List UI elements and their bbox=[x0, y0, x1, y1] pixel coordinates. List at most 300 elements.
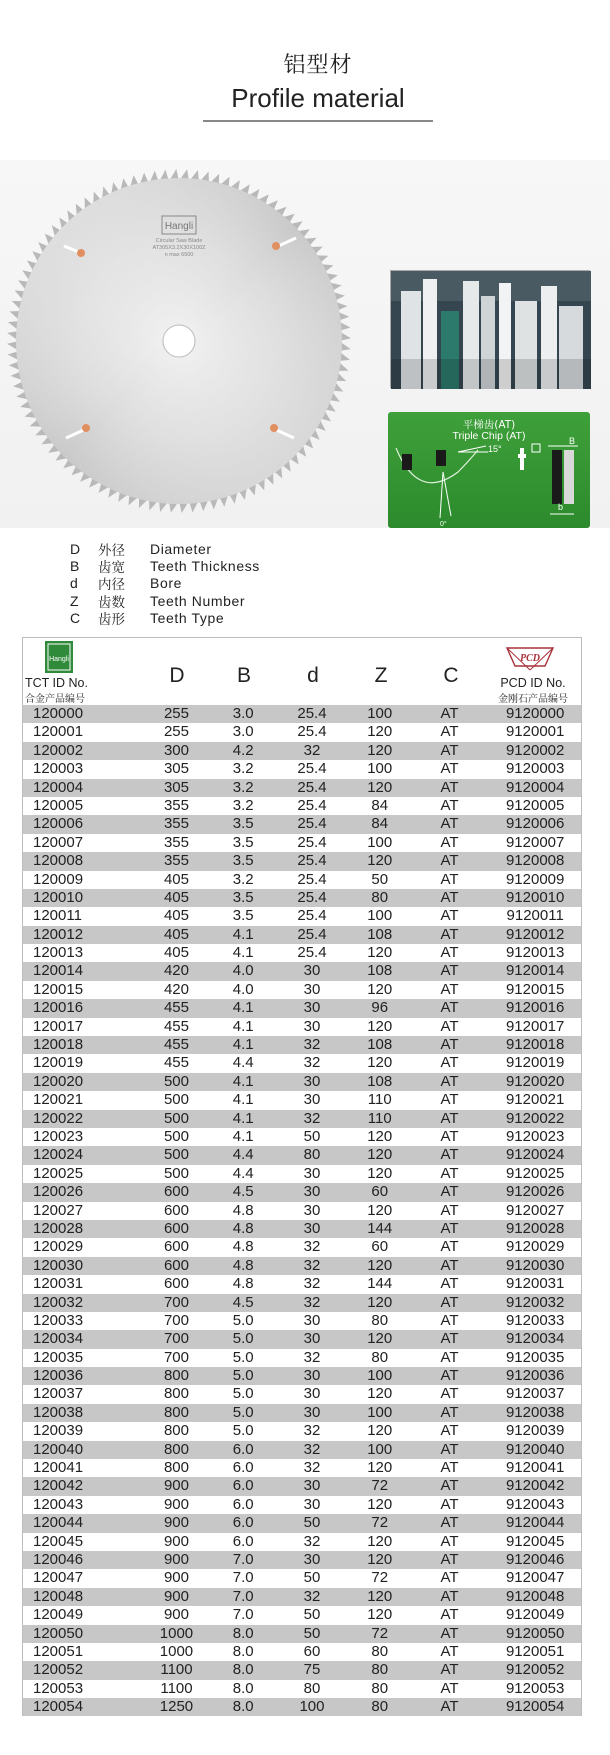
cell-bore: 30 bbox=[303, 1385, 321, 1403]
legend-en: Bore bbox=[150, 575, 182, 592]
cell-bore: 32 bbox=[303, 1109, 321, 1127]
cell-diameter: 500 bbox=[163, 1164, 189, 1182]
cell-teeth-number: 120 bbox=[367, 1587, 393, 1605]
cell-teeth-type: AT bbox=[440, 1238, 459, 1256]
cell-diameter: 800 bbox=[163, 1440, 189, 1458]
cell-thickness: 8.0 bbox=[232, 1661, 254, 1679]
cell-thickness: 4.1 bbox=[232, 1109, 254, 1127]
cell-thickness: 4.8 bbox=[232, 1219, 254, 1237]
cell-thickness: 6.0 bbox=[232, 1514, 254, 1532]
cell-bore: 32 bbox=[303, 1459, 321, 1477]
cell-diameter: 900 bbox=[163, 1569, 189, 1587]
table-row bbox=[23, 1551, 581, 1569]
cell-bore: 100 bbox=[299, 1698, 325, 1716]
cell-pcd-id: 9120031 bbox=[505, 1275, 565, 1293]
cell-teeth-number: 120 bbox=[367, 1146, 393, 1164]
cell-pcd-id: 9120002 bbox=[505, 741, 565, 759]
cell-thickness: 3.0 bbox=[232, 705, 254, 722]
cell-bore: 25.4 bbox=[297, 907, 327, 925]
cell-teeth-number: 60 bbox=[371, 1238, 389, 1256]
cell-teeth-number: 120 bbox=[367, 1495, 393, 1513]
cell-tct-id: 120003 bbox=[33, 760, 84, 778]
tooth-width-lower-label: b bbox=[558, 502, 564, 512]
legend-symbol: C bbox=[70, 610, 81, 627]
saw-blade-image bbox=[4, 166, 354, 516]
cell-tct-id: 120040 bbox=[33, 1440, 84, 1458]
cell-teeth-type: AT bbox=[440, 1514, 459, 1532]
cell-bore: 30 bbox=[303, 1403, 321, 1421]
cell-thickness: 5.0 bbox=[232, 1330, 254, 1348]
cell-diameter: 800 bbox=[163, 1385, 189, 1403]
tooth-type-card bbox=[388, 412, 590, 528]
cell-pcd-id: 9120037 bbox=[505, 1385, 565, 1403]
cell-thickness: 4.8 bbox=[232, 1256, 254, 1274]
table-row bbox=[23, 1625, 581, 1643]
cell-tct-id: 120053 bbox=[33, 1679, 84, 1697]
cell-bore: 30 bbox=[303, 1017, 321, 1035]
cell-bore: 30 bbox=[303, 1477, 321, 1495]
table-header bbox=[22, 637, 582, 705]
table-row bbox=[23, 1128, 581, 1146]
cell-teeth-number: 96 bbox=[371, 999, 389, 1017]
cell-teeth-number: 120 bbox=[367, 778, 393, 796]
legend-cn: 外径 bbox=[98, 542, 125, 559]
cell-pcd-id: 9120045 bbox=[505, 1532, 565, 1550]
cell-bore: 80 bbox=[303, 1146, 321, 1164]
cell-tct-id: 120049 bbox=[33, 1606, 84, 1624]
table-row bbox=[23, 1477, 581, 1495]
cell-pcd-id: 9120042 bbox=[505, 1477, 565, 1495]
cell-bore: 60 bbox=[303, 1642, 321, 1660]
cell-diameter: 600 bbox=[163, 1219, 189, 1237]
cell-bore: 32 bbox=[303, 1293, 321, 1311]
profile-photo bbox=[390, 270, 590, 388]
cell-bore: 25.4 bbox=[297, 852, 327, 870]
cell-pcd-id: 9120010 bbox=[505, 888, 565, 906]
cell-bore: 30 bbox=[303, 1091, 321, 1109]
cell-thickness: 4.1 bbox=[232, 1072, 254, 1090]
cell-teeth-number: 80 bbox=[371, 888, 389, 906]
cell-pcd-id: 9120004 bbox=[505, 778, 565, 796]
cell-pcd-id: 9120008 bbox=[505, 852, 565, 870]
cell-teeth-type: AT bbox=[440, 796, 459, 814]
cell-teeth-number: 80 bbox=[371, 1661, 389, 1679]
cell-thickness: 3.2 bbox=[232, 870, 254, 888]
table-row bbox=[23, 1312, 581, 1330]
cell-bore: 30 bbox=[303, 1183, 321, 1201]
cell-tct-id: 120050 bbox=[33, 1624, 84, 1642]
cell-pcd-id: 9120047 bbox=[505, 1569, 565, 1587]
cell-diameter: 900 bbox=[163, 1532, 189, 1550]
cell-teeth-number: 80 bbox=[371, 1311, 389, 1329]
cell-teeth-number: 108 bbox=[367, 1036, 393, 1054]
table-row bbox=[23, 1441, 581, 1459]
cell-diameter: 1000 bbox=[159, 1624, 194, 1642]
table-row bbox=[23, 1091, 581, 1109]
table-row bbox=[23, 1275, 581, 1293]
cell-teeth-number: 120 bbox=[367, 1293, 393, 1311]
cell-teeth-number: 100 bbox=[367, 705, 393, 722]
cell-diameter: 600 bbox=[163, 1201, 189, 1219]
cell-teeth-type: AT bbox=[440, 1624, 459, 1642]
legend-cn: 齿宽 bbox=[98, 560, 125, 577]
cell-bore: 30 bbox=[303, 1201, 321, 1219]
table-row bbox=[23, 1238, 581, 1256]
cell-pcd-id: 9120020 bbox=[505, 1072, 565, 1090]
cell-pcd-id: 9120043 bbox=[505, 1495, 565, 1513]
cell-thickness: 5.0 bbox=[232, 1367, 254, 1385]
legend-cn: 内径 bbox=[98, 577, 125, 594]
cell-tct-id: 120023 bbox=[33, 1127, 84, 1145]
page-title-cn: 铝型材 bbox=[283, 53, 353, 78]
cell-tct-id: 120044 bbox=[33, 1514, 84, 1532]
cell-diameter: 500 bbox=[163, 1127, 189, 1145]
cell-pcd-id: 9120014 bbox=[505, 962, 565, 980]
cell-teeth-type: AT bbox=[440, 1017, 459, 1035]
cell-teeth-number: 120 bbox=[367, 1127, 393, 1145]
cell-teeth-type: AT bbox=[440, 1091, 459, 1109]
cell-tct-id: 120029 bbox=[33, 1238, 84, 1256]
cell-teeth-number: 72 bbox=[371, 1514, 389, 1532]
cell-tct-id: 120046 bbox=[33, 1550, 84, 1568]
cell-diameter: 355 bbox=[163, 833, 189, 851]
cell-thickness: 3.5 bbox=[232, 852, 254, 870]
table-row bbox=[23, 797, 581, 815]
cell-tct-id: 120030 bbox=[33, 1256, 84, 1274]
cell-thickness: 6.0 bbox=[232, 1440, 254, 1458]
column-header-B: B bbox=[236, 664, 251, 687]
cell-teeth-type: AT bbox=[440, 1606, 459, 1624]
cell-teeth-type: AT bbox=[440, 1127, 459, 1145]
cell-bore: 32 bbox=[303, 1054, 321, 1072]
cell-teeth-number: 120 bbox=[367, 1330, 393, 1348]
legend-en: Teeth Thickness bbox=[150, 558, 260, 575]
cell-bore: 30 bbox=[303, 980, 321, 998]
cell-teeth-number: 120 bbox=[367, 980, 393, 998]
cell-pcd-id: 9120051 bbox=[505, 1642, 565, 1660]
cell-teeth-number: 110 bbox=[367, 1109, 392, 1127]
cell-diameter: 500 bbox=[163, 1072, 189, 1090]
cell-bore: 30 bbox=[303, 1367, 321, 1385]
cell-tct-id: 120017 bbox=[33, 1017, 84, 1035]
cell-diameter: 800 bbox=[163, 1459, 189, 1477]
cell-thickness: 4.4 bbox=[232, 1054, 254, 1072]
cell-pcd-id: 9120040 bbox=[505, 1440, 565, 1458]
legend-en: Teeth Number bbox=[150, 592, 246, 609]
cell-bore: 30 bbox=[303, 1219, 321, 1237]
cell-bore: 80 bbox=[303, 1679, 321, 1697]
cell-teeth-type: AT bbox=[440, 1679, 459, 1697]
cell-thickness: 4.1 bbox=[232, 1091, 254, 1109]
cell-teeth-number: 100 bbox=[367, 1403, 393, 1421]
cell-diameter: 1100 bbox=[160, 1661, 193, 1679]
cell-diameter: 355 bbox=[163, 852, 189, 870]
cell-diameter: 500 bbox=[163, 1109, 189, 1127]
cell-diameter: 900 bbox=[163, 1550, 189, 1568]
cell-thickness: 4.8 bbox=[232, 1238, 254, 1256]
cell-teeth-type: AT bbox=[440, 962, 459, 980]
cell-thickness: 7.0 bbox=[232, 1606, 254, 1624]
cell-thickness: 4.4 bbox=[232, 1146, 254, 1164]
cell-tct-id: 120012 bbox=[33, 925, 84, 943]
cell-thickness: 8.0 bbox=[232, 1624, 254, 1642]
legend-symbol: D bbox=[70, 540, 81, 557]
legend-symbol: B bbox=[70, 558, 80, 575]
cell-tct-id: 120032 bbox=[33, 1293, 84, 1311]
table-row bbox=[23, 944, 581, 962]
pcd-brand-logo-icon bbox=[501, 642, 559, 672]
cell-diameter: 600 bbox=[163, 1238, 189, 1256]
cell-bore: 50 bbox=[303, 1569, 321, 1587]
cell-teeth-type: AT bbox=[440, 723, 459, 741]
cell-diameter: 255 bbox=[163, 705, 189, 722]
cell-teeth-type: AT bbox=[440, 1275, 459, 1293]
cell-bore: 32 bbox=[303, 1440, 321, 1458]
cell-thickness: 4.4 bbox=[232, 1164, 254, 1182]
cell-teeth-type: AT bbox=[440, 1164, 459, 1182]
cell-diameter: 455 bbox=[163, 1017, 189, 1035]
cell-teeth-number: 108 bbox=[367, 962, 393, 980]
cell-tct-id: 120007 bbox=[33, 833, 84, 851]
table-row bbox=[23, 852, 581, 870]
cell-pcd-id: 9120041 bbox=[505, 1459, 565, 1477]
cell-diameter: 500 bbox=[163, 1146, 189, 1164]
cell-diameter: 600 bbox=[163, 1256, 189, 1274]
cell-tct-id: 120034 bbox=[33, 1330, 84, 1348]
table-row bbox=[23, 1422, 581, 1440]
cell-bore: 25.4 bbox=[297, 705, 327, 722]
cell-teeth-number: 120 bbox=[367, 1422, 393, 1440]
cell-thickness: 4.5 bbox=[232, 1293, 254, 1311]
cell-tct-id: 120009 bbox=[33, 870, 84, 888]
cell-pcd-id: 9120027 bbox=[505, 1201, 565, 1219]
cell-pcd-id: 9120046 bbox=[505, 1550, 565, 1568]
page-title-en: Profile material bbox=[231, 83, 405, 113]
cell-thickness: 5.0 bbox=[232, 1385, 254, 1403]
cell-teeth-number: 60 bbox=[371, 1183, 389, 1201]
table-row bbox=[23, 1404, 581, 1422]
cell-teeth-number: 144 bbox=[367, 1275, 393, 1293]
cell-bore: 25.4 bbox=[297, 760, 327, 778]
cell-teeth-number: 110 bbox=[367, 1091, 392, 1109]
cell-bore: 30 bbox=[303, 1550, 321, 1568]
arbor-bore bbox=[163, 325, 195, 357]
legend-symbol: d bbox=[70, 575, 78, 592]
cell-teeth-type: AT bbox=[440, 1293, 459, 1311]
copper-rivet bbox=[82, 424, 90, 432]
cell-diameter: 405 bbox=[163, 944, 189, 962]
table-row bbox=[23, 1514, 581, 1532]
table-row bbox=[23, 1459, 581, 1477]
cell-pcd-id: 9120030 bbox=[505, 1256, 565, 1274]
cell-bore: 30 bbox=[303, 962, 321, 980]
cell-teeth-type: AT bbox=[440, 815, 459, 833]
cell-tct-id: 120001 bbox=[33, 723, 84, 741]
cell-bore: 25.4 bbox=[297, 888, 327, 906]
cell-teeth-type: AT bbox=[440, 1330, 459, 1348]
cell-bore: 30 bbox=[303, 1164, 321, 1182]
cell-bore: 30 bbox=[303, 1072, 321, 1090]
cell-teeth-type: AT bbox=[440, 1054, 459, 1072]
table-row bbox=[23, 1698, 581, 1716]
table-row bbox=[23, 815, 581, 833]
tct-id-label: TCT ID No. bbox=[25, 676, 88, 690]
table-row bbox=[23, 1330, 581, 1348]
cell-teeth-number: 84 bbox=[371, 796, 389, 814]
cell-thickness: 3.5 bbox=[232, 815, 254, 833]
legend-row bbox=[70, 575, 260, 592]
cell-thickness: 4.0 bbox=[232, 980, 254, 998]
cell-teeth-number: 120 bbox=[367, 944, 393, 962]
cell-tct-id: 120054 bbox=[33, 1698, 84, 1716]
cell-diameter: 700 bbox=[163, 1348, 189, 1366]
cell-pcd-id: 9120016 bbox=[505, 999, 565, 1017]
cell-thickness: 4.1 bbox=[232, 1036, 254, 1054]
cell-diameter: 900 bbox=[163, 1477, 189, 1495]
copper-rivet bbox=[272, 242, 280, 250]
cell-tct-id: 120031 bbox=[33, 1275, 84, 1293]
table-row bbox=[23, 926, 581, 944]
cell-thickness: 7.0 bbox=[232, 1587, 254, 1605]
cell-bore: 32 bbox=[303, 1422, 321, 1440]
cell-pcd-id: 9120050 bbox=[505, 1624, 565, 1642]
table-row bbox=[23, 1146, 581, 1164]
cell-tct-id: 120033 bbox=[33, 1311, 84, 1329]
cell-teeth-type: AT bbox=[440, 1422, 459, 1440]
cell-thickness: 8.0 bbox=[232, 1642, 254, 1660]
cell-thickness: 4.0 bbox=[232, 962, 254, 980]
cell-teeth-number: 100 bbox=[367, 907, 393, 925]
cell-tct-id: 120037 bbox=[33, 1385, 84, 1403]
cell-bore: 25.4 bbox=[297, 796, 327, 814]
cell-tct-id: 120045 bbox=[33, 1532, 84, 1550]
spec-legend bbox=[70, 540, 260, 627]
cell-tct-id: 120026 bbox=[33, 1183, 84, 1201]
legend-en: Diameter bbox=[150, 540, 212, 557]
cell-pcd-id: 9120049 bbox=[505, 1606, 565, 1624]
cell-diameter: 900 bbox=[163, 1587, 189, 1605]
cell-bore: 32 bbox=[303, 1587, 321, 1605]
cell-diameter: 1250 bbox=[159, 1698, 194, 1716]
cell-teeth-number: 100 bbox=[367, 760, 393, 778]
table-row bbox=[23, 779, 581, 797]
cell-teeth-number: 84 bbox=[371, 815, 389, 833]
cell-diameter: 420 bbox=[163, 980, 189, 998]
copper-rivet bbox=[270, 424, 278, 432]
cell-tct-id: 120013 bbox=[33, 944, 84, 962]
cell-tct-id: 120047 bbox=[33, 1569, 84, 1587]
cell-pcd-id: 9120009 bbox=[505, 870, 565, 888]
cell-pcd-id: 9120032 bbox=[505, 1293, 565, 1311]
cell-thickness: 6.0 bbox=[232, 1495, 254, 1513]
page-title-box bbox=[203, 40, 433, 122]
cell-pcd-id: 9120053 bbox=[505, 1679, 565, 1697]
cell-teeth-number: 72 bbox=[371, 1477, 389, 1495]
cell-bore: 30 bbox=[303, 1330, 321, 1348]
cell-tct-id: 120016 bbox=[33, 999, 84, 1017]
cell-diameter: 420 bbox=[163, 962, 189, 980]
cell-tct-id: 120011 bbox=[33, 907, 82, 925]
cell-tct-id: 120014 bbox=[33, 962, 84, 980]
cell-diameter: 900 bbox=[163, 1495, 189, 1513]
column-header-d: d bbox=[307, 664, 319, 687]
cell-diameter: 500 bbox=[163, 1091, 189, 1109]
column-header-Z: Z bbox=[374, 664, 388, 687]
cell-diameter: 405 bbox=[163, 925, 189, 943]
cell-teeth-number: 100 bbox=[367, 833, 393, 851]
rake-angle-label: 15° bbox=[488, 444, 502, 454]
cell-teeth-number: 120 bbox=[367, 1606, 393, 1624]
cell-teeth-type: AT bbox=[440, 944, 459, 962]
cell-tct-id: 120018 bbox=[33, 1036, 84, 1054]
cell-bore: 50 bbox=[303, 1624, 321, 1642]
cell-pcd-id: 9120024 bbox=[505, 1146, 565, 1164]
cell-teeth-number: 120 bbox=[367, 1256, 393, 1274]
cell-teeth-number: 80 bbox=[371, 1679, 389, 1697]
table-row bbox=[23, 1588, 581, 1606]
cell-pcd-id: 9120026 bbox=[505, 1183, 565, 1201]
cell-teeth-type: AT bbox=[440, 1367, 459, 1385]
column-header-C: C bbox=[443, 664, 459, 687]
cell-diameter: 800 bbox=[163, 1422, 189, 1440]
cell-teeth-type: AT bbox=[440, 907, 459, 925]
table-row bbox=[23, 871, 581, 889]
cell-tct-id: 120052 bbox=[33, 1661, 84, 1679]
cell-diameter: 900 bbox=[163, 1606, 189, 1624]
table-row bbox=[23, 981, 581, 999]
blade-label-line2: AT305X3.2X30X100Z bbox=[152, 245, 206, 251]
cell-pcd-id: 9120013 bbox=[505, 944, 565, 962]
cell-teeth-number: 100 bbox=[367, 1367, 393, 1385]
cell-bore: 32 bbox=[303, 1238, 321, 1256]
cell-teeth-type: AT bbox=[440, 1385, 459, 1403]
tooth-type-title-cn: 平梯齿(AT) bbox=[462, 419, 516, 431]
blade-brand-text: Hangli bbox=[164, 221, 194, 232]
cell-tct-id: 120035 bbox=[33, 1348, 84, 1366]
cell-pcd-id: 9120007 bbox=[505, 833, 565, 851]
cell-tct-id: 120010 bbox=[33, 888, 84, 906]
table-row bbox=[23, 907, 581, 925]
cell-teeth-type: AT bbox=[440, 980, 459, 998]
table-row bbox=[23, 1202, 581, 1220]
cell-teeth-type: AT bbox=[440, 1477, 459, 1495]
cell-teeth-type: AT bbox=[440, 1569, 459, 1587]
table-row bbox=[23, 889, 581, 907]
cell-teeth-number: 72 bbox=[371, 1569, 389, 1587]
table-body bbox=[22, 705, 582, 1716]
cell-pcd-id: 9120028 bbox=[505, 1219, 565, 1237]
cell-teeth-type: AT bbox=[440, 1311, 459, 1329]
cell-diameter: 700 bbox=[163, 1311, 189, 1329]
cell-thickness: 8.0 bbox=[232, 1679, 254, 1697]
cell-tct-id: 120000 bbox=[33, 705, 84, 722]
cell-teeth-type: AT bbox=[440, 705, 459, 722]
cell-thickness: 4.2 bbox=[232, 741, 254, 759]
cell-bore: 32 bbox=[303, 1348, 321, 1366]
cell-thickness: 4.5 bbox=[232, 1183, 254, 1201]
table-row bbox=[23, 742, 581, 760]
cell-thickness: 4.1 bbox=[232, 925, 254, 943]
cell-teeth-type: AT bbox=[440, 1661, 459, 1679]
cell-teeth-number: 108 bbox=[367, 925, 393, 943]
cell-teeth-number: 120 bbox=[367, 1459, 393, 1477]
cell-tct-id: 120027 bbox=[33, 1201, 84, 1219]
cell-tct-id: 120041 bbox=[33, 1459, 84, 1477]
aluminium-profile-icon bbox=[391, 271, 591, 389]
cell-tct-id: 120021 bbox=[33, 1091, 84, 1109]
cell-teeth-type: AT bbox=[440, 1587, 459, 1605]
cell-teeth-number: 144 bbox=[367, 1219, 393, 1237]
